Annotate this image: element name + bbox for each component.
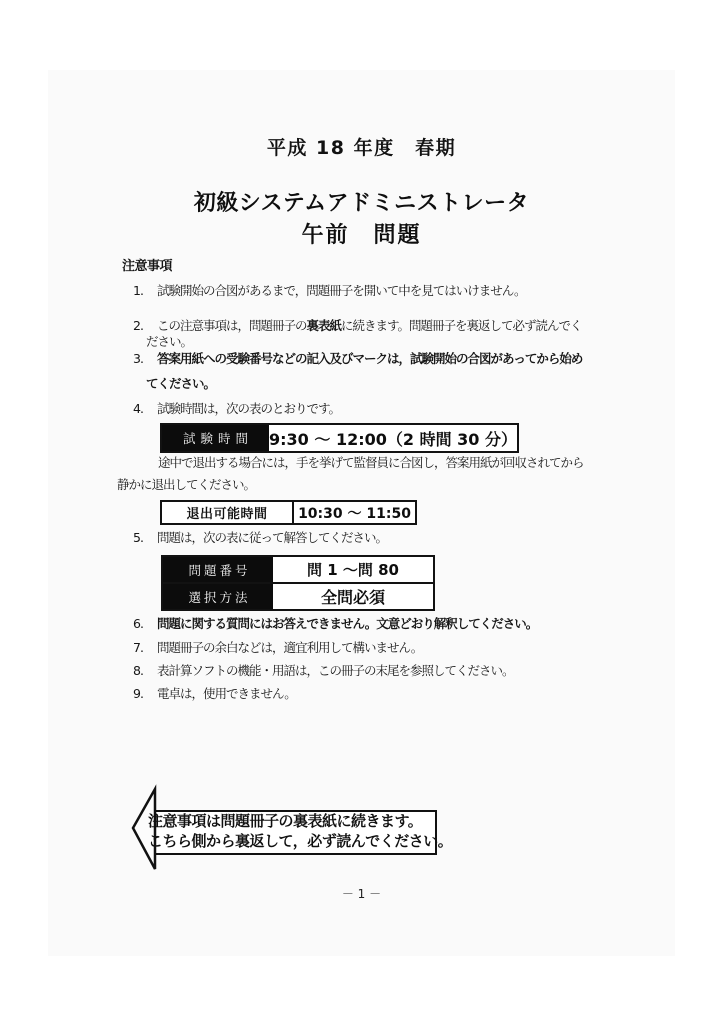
answer-method-table bbox=[161, 555, 435, 611]
page-title-era: 平成 18 年度 春期 bbox=[266, 137, 457, 159]
note-continuation: ださい。 bbox=[146, 334, 193, 349]
table-value-cell: 10:30 ～ 11:50 bbox=[298, 505, 411, 522]
note-text-segment: に続きます。問題冊子を裏返して必ず読んでく bbox=[341, 318, 582, 333]
table-value-cell: 全問必須 bbox=[320, 588, 385, 607]
table-value-cell: 9:30 ～ 12:00（2 時間 30 分） bbox=[269, 429, 517, 449]
note-number: 3. bbox=[133, 351, 143, 366]
note-item-2 bbox=[0, 318, 724, 334]
note-item-1 bbox=[0, 283, 724, 299]
note-number: 9. bbox=[133, 686, 143, 701]
table-row bbox=[163, 557, 433, 582]
table-header-cell: 問題番号 bbox=[163, 557, 273, 582]
table-row bbox=[163, 582, 433, 609]
note-item-4 bbox=[0, 401, 724, 417]
note-item-6 bbox=[0, 616, 724, 632]
note-item-5 bbox=[0, 530, 724, 546]
exit-time-table bbox=[160, 500, 417, 525]
note-text: 表計算ソフトの機能・用語は，この冊子の末尾を参照してください。 bbox=[157, 663, 514, 678]
note-text-bold-segment: 裏表紙 bbox=[306, 318, 342, 333]
note-text: 試験時間は，次の表のとおりです。 bbox=[157, 401, 341, 416]
table-header-cell: 選択方法 bbox=[163, 584, 273, 609]
exam-time-table bbox=[160, 423, 519, 453]
notes-heading: 注意事項 bbox=[122, 259, 173, 274]
note-item-3 bbox=[0, 351, 724, 367]
note-number: 1. bbox=[133, 283, 143, 298]
continue-notice-line1: 注意事項は問題冊子の裏表紙に続きます。 bbox=[148, 812, 423, 830]
note-number: 7. bbox=[133, 640, 143, 655]
note-number: 6. bbox=[133, 616, 143, 631]
page-title-sub: 午前 問題 bbox=[301, 223, 422, 248]
note-text: 問題は，次の表に従って解答してください。 bbox=[157, 530, 388, 545]
table-value-cell: 問 1 ～問 80 bbox=[307, 561, 399, 579]
note-text: 電卓は，使用できません。 bbox=[157, 686, 296, 701]
table-header-cell: 試験時間 bbox=[162, 425, 269, 451]
note-number: 5. bbox=[133, 530, 143, 545]
note-text-segment: この注意事項は，問題冊子の bbox=[157, 318, 307, 333]
note-text: 問題冊子の余白などは，適宜利用して構いません。 bbox=[157, 640, 423, 655]
note-item-8 bbox=[0, 663, 724, 679]
table-header-cell: 退出可能時間 bbox=[162, 502, 294, 523]
exit-paragraph-line2: 静かに退出してください。 bbox=[117, 477, 256, 492]
exit-paragraph-line1: 途中で退出する場合には，手を挙げて監督員に合図し，答案用紙が回収されてから bbox=[158, 455, 584, 470]
note-text: 試験開始の合図があるまで，問題冊子を開いて中を見てはいけません。 bbox=[157, 283, 526, 298]
note-number: 8. bbox=[133, 663, 143, 678]
note-text bbox=[157, 318, 582, 334]
note-number: 4. bbox=[133, 401, 143, 416]
note-item-9 bbox=[0, 686, 724, 702]
note-text: 問題に関する質問にはお答えできません。文意どおり解釈してください。 bbox=[157, 616, 538, 631]
page-number: － 1 － bbox=[341, 887, 382, 901]
note-continuation: てください。 bbox=[146, 376, 216, 391]
note-number: 2. bbox=[133, 318, 143, 333]
note-item-7 bbox=[0, 640, 724, 656]
page-title-main: 初級システムアドミニストレータ bbox=[193, 191, 530, 216]
continue-notice-line2: こちら側から裏返して，必ず読んでください。 bbox=[148, 832, 453, 850]
note-text: 答案用紙への受験番号などの記入及びマークは，試験開始の合図があってから始め bbox=[157, 351, 583, 366]
